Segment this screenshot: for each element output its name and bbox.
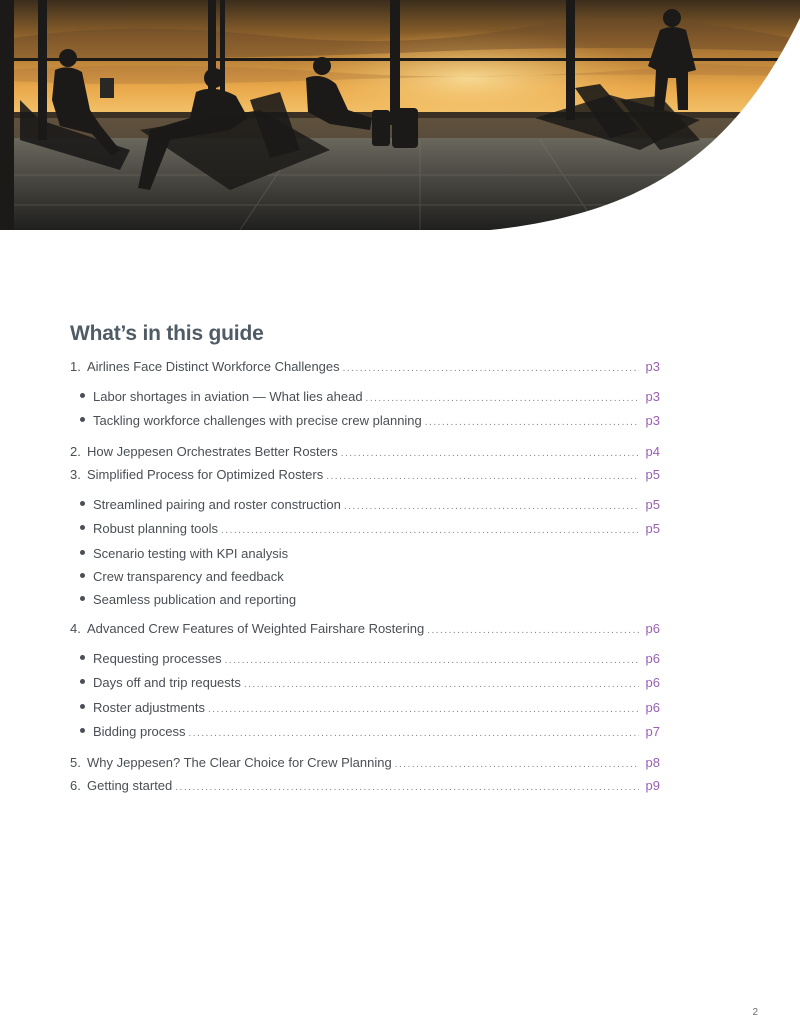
dot-leader bbox=[341, 446, 639, 462]
toc-subitem[interactable] bbox=[70, 546, 660, 569]
toc-subitem[interactable] bbox=[70, 569, 660, 592]
toc-subitem[interactable] bbox=[70, 675, 660, 700]
toc-item-number: 2. bbox=[70, 443, 81, 459]
dot-leader bbox=[225, 653, 639, 669]
dot-leader bbox=[189, 726, 640, 742]
toc-page-ref: p5 bbox=[645, 496, 660, 512]
dot-leader bbox=[208, 702, 639, 718]
toc-item-label: Seamless publication and reporting bbox=[93, 592, 297, 608]
toc-item-label: Requesting processes bbox=[93, 650, 222, 666]
toc-subitem[interactable] bbox=[70, 413, 660, 438]
airport-terminal-photo bbox=[0, 0, 800, 230]
dot-leader bbox=[366, 391, 639, 407]
dot-leader bbox=[344, 499, 639, 515]
toc-page-ref: p6 bbox=[645, 650, 660, 666]
dot-leader bbox=[427, 623, 639, 639]
toc-subitem[interactable] bbox=[70, 592, 660, 615]
toc-item-label: Roster adjustments bbox=[93, 699, 205, 715]
toc-item-label: Tackling workforce challenges with precise crew planning bbox=[93, 413, 422, 428]
bullet-icon bbox=[80, 704, 85, 709]
bullet-icon bbox=[80, 728, 85, 733]
bullet-icon bbox=[80, 525, 85, 530]
toc-page-ref: p3 bbox=[645, 388, 660, 404]
toc-page-ref: p9 bbox=[645, 778, 660, 794]
bullet-icon bbox=[80, 501, 85, 506]
dot-leader bbox=[326, 469, 639, 485]
toc-subitem[interactable] bbox=[70, 700, 660, 725]
toc-page-ref: p3 bbox=[645, 413, 660, 428]
toc-item-label: Advanced Crew Features of Weighted Fairshare Rostering bbox=[87, 621, 425, 637]
toc-item-label: Getting started bbox=[87, 778, 173, 794]
toc-page-ref: p6 bbox=[645, 675, 660, 691]
toc-subitem[interactable] bbox=[70, 724, 660, 749]
toc-item-number: 5. bbox=[70, 754, 81, 770]
bullet-icon bbox=[80, 550, 85, 555]
toc-page-ref: p6 bbox=[645, 621, 660, 637]
toc-page-ref: p8 bbox=[645, 754, 660, 770]
toc-item-1[interactable] bbox=[70, 359, 660, 383]
toc-item-5[interactable] bbox=[70, 755, 660, 779]
toc-item-label: Days off and trip requests bbox=[93, 675, 241, 691]
toc-subitem[interactable] bbox=[70, 521, 660, 546]
toc-subitem[interactable] bbox=[70, 497, 660, 522]
toc-page-ref: p7 bbox=[645, 724, 660, 740]
dot-leader bbox=[175, 780, 639, 796]
toc-item-label: Robust planning tools bbox=[93, 521, 219, 536]
toc-subitem[interactable] bbox=[70, 651, 660, 676]
toc-title: What’s in this guide bbox=[70, 322, 264, 345]
toc-item-label: Scenario testing with KPI analysis bbox=[93, 545, 289, 561]
toc-item-2[interactable] bbox=[70, 444, 660, 468]
toc-item-label: Labor shortages in aviation — What lies ahead bbox=[93, 388, 363, 404]
dot-leader bbox=[221, 523, 639, 539]
toc-item-3[interactable] bbox=[70, 467, 660, 491]
page-number: 2 bbox=[752, 1007, 758, 1018]
toc-item-label: Simplified Process for Optimized Rosters bbox=[87, 467, 324, 482]
toc-item-label: Why Jeppesen? The Clear Choice for Crew Planning bbox=[87, 754, 392, 770]
toc-item-label: Crew transparency and feedback bbox=[93, 568, 284, 584]
toc-item-number: 4. bbox=[70, 621, 81, 637]
toc-item-6[interactable] bbox=[70, 778, 660, 802]
bullet-icon bbox=[80, 679, 85, 684]
toc-item-4[interactable] bbox=[70, 621, 660, 645]
toc-item-label: Bidding process bbox=[93, 724, 186, 740]
toc-item-number: 1. bbox=[70, 359, 81, 374]
toc-item-number: 6. bbox=[70, 778, 81, 794]
table-of-contents bbox=[70, 322, 660, 802]
dot-leader bbox=[244, 677, 639, 693]
toc-page-ref: p4 bbox=[645, 443, 660, 459]
bullet-icon bbox=[80, 573, 85, 578]
dot-leader bbox=[395, 757, 639, 773]
bullet-icon bbox=[80, 393, 85, 398]
toc-item-label: How Jeppesen Orchestrates Better Rosters bbox=[87, 443, 338, 459]
bullet-icon bbox=[80, 417, 85, 422]
toc-page-ref: p3 bbox=[645, 359, 660, 374]
dot-leader bbox=[343, 361, 639, 377]
bullet-icon bbox=[80, 596, 85, 601]
hero-image bbox=[0, 0, 800, 230]
toc-item-label: Airlines Face Distinct Workforce Challenges bbox=[87, 359, 340, 374]
dot-leader bbox=[425, 415, 639, 431]
toc-page-ref: p6 bbox=[645, 699, 660, 715]
toc-item-label: Streamlined pairing and roster construction bbox=[93, 496, 341, 512]
toc-item-number: 3. bbox=[70, 467, 81, 482]
bullet-icon bbox=[80, 655, 85, 660]
toc-subitem[interactable] bbox=[70, 389, 660, 414]
toc-page-ref: p5 bbox=[645, 521, 660, 536]
toc-page-ref: p5 bbox=[645, 467, 660, 482]
